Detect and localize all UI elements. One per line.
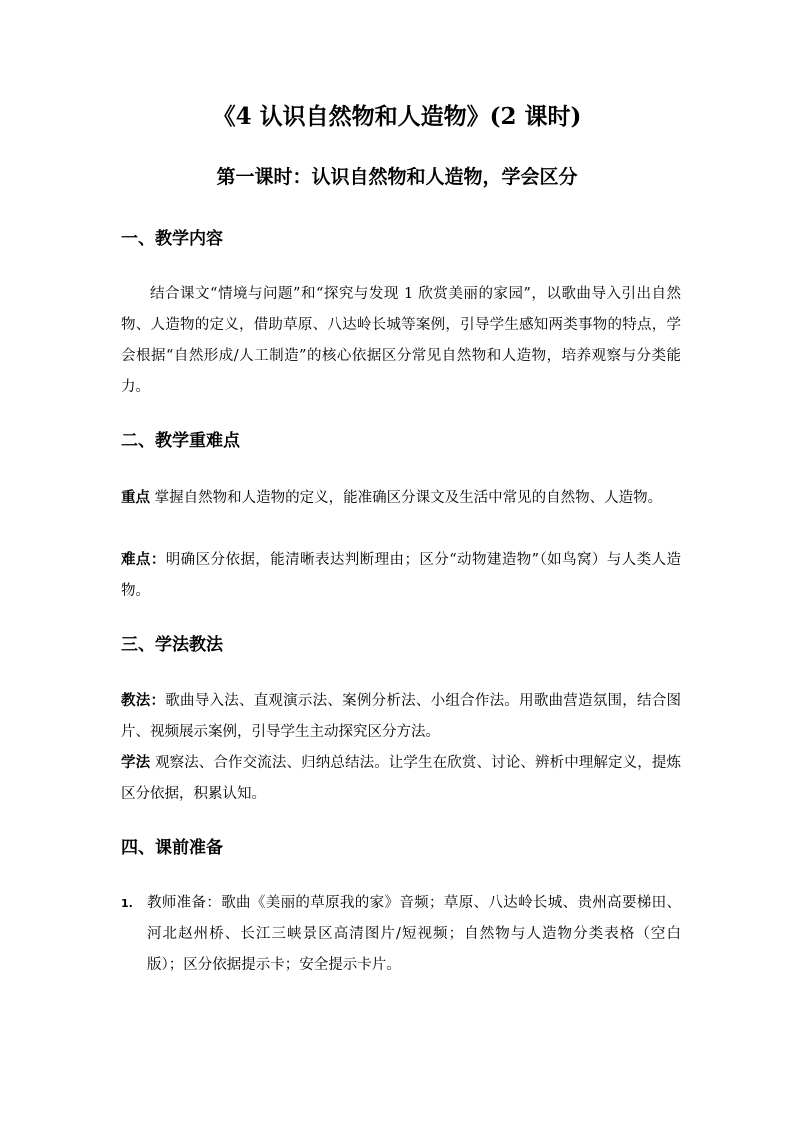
key-focus-paragraph [121, 482, 681, 514]
list-item-text: 教师准备：歌曲《美丽的草原我的家》音频；草原、八达岭长城、贵州高要梯田、河北赵州桥、长江三峡景区高清图片/短视频；自然物与人造物分类表格（空白版）；区分依据提示卡；安全提示卡片。 [147, 895, 681, 973]
section-content-body: 结合课文“情境与问题”和“探究与发现 1 欣赏美丽的家园”，以歌曲导入引出自然物、人造物的定义，借助草原、八达岭长城等案例，引导学生感知两类事物的特点，学会根据“自然形成/人工制造”的核心依据区分常见自然物和人造物，培养观察与分类能力。 [121, 286, 681, 395]
document-title: 《4 认识自然物和人造物》(2 课时) [212, 103, 582, 130]
key-difficulty-label: 难点： [121, 551, 166, 568]
section-heading-preparation: 四、课前准备 [121, 838, 223, 858]
key-focus-label: 重点 [121, 489, 150, 506]
learn-method-label: 学法 [121, 754, 151, 771]
list-item-number: 1. [121, 897, 133, 910]
key-difficulty-paragraph [121, 544, 681, 607]
section-heading-methods: 三、学法教法 [121, 635, 223, 655]
teach-method-label: 教法： [121, 692, 166, 709]
teach-method-text: 歌曲导入法、直观演示法、案例分析法、小组合作法。用歌曲营造氛围，结合图片、视频展示案例，引导学生主动探究区分方法。 [121, 693, 682, 740]
list-item [121, 888, 681, 981]
key-focus-text: 掌握自然物和人造物的定义，能准确区分课文及生活中常见的自然物、人造物。 [150, 490, 663, 506]
learn-method-text: 观察法、合作交流法、归纳总结法。让学生在欣赏、讨论、辨析中理解定义，提炼区分依据，积累认知。 [121, 755, 681, 802]
learn-method-paragraph [121, 747, 681, 810]
section-heading-key-points: 二、教学重难点 [121, 431, 240, 451]
document-subtitle: 第一课时：认识自然物和人造物，学会区分 [216, 166, 578, 188]
key-difficulty-text: 明确区分依据，能清晰表达判断理由；区分“动物建造物”（如鸟窝）与人类人造物。 [121, 552, 682, 599]
teach-method-paragraph [121, 685, 681, 748]
section-heading-content: 一、教学内容 [121, 229, 223, 249]
